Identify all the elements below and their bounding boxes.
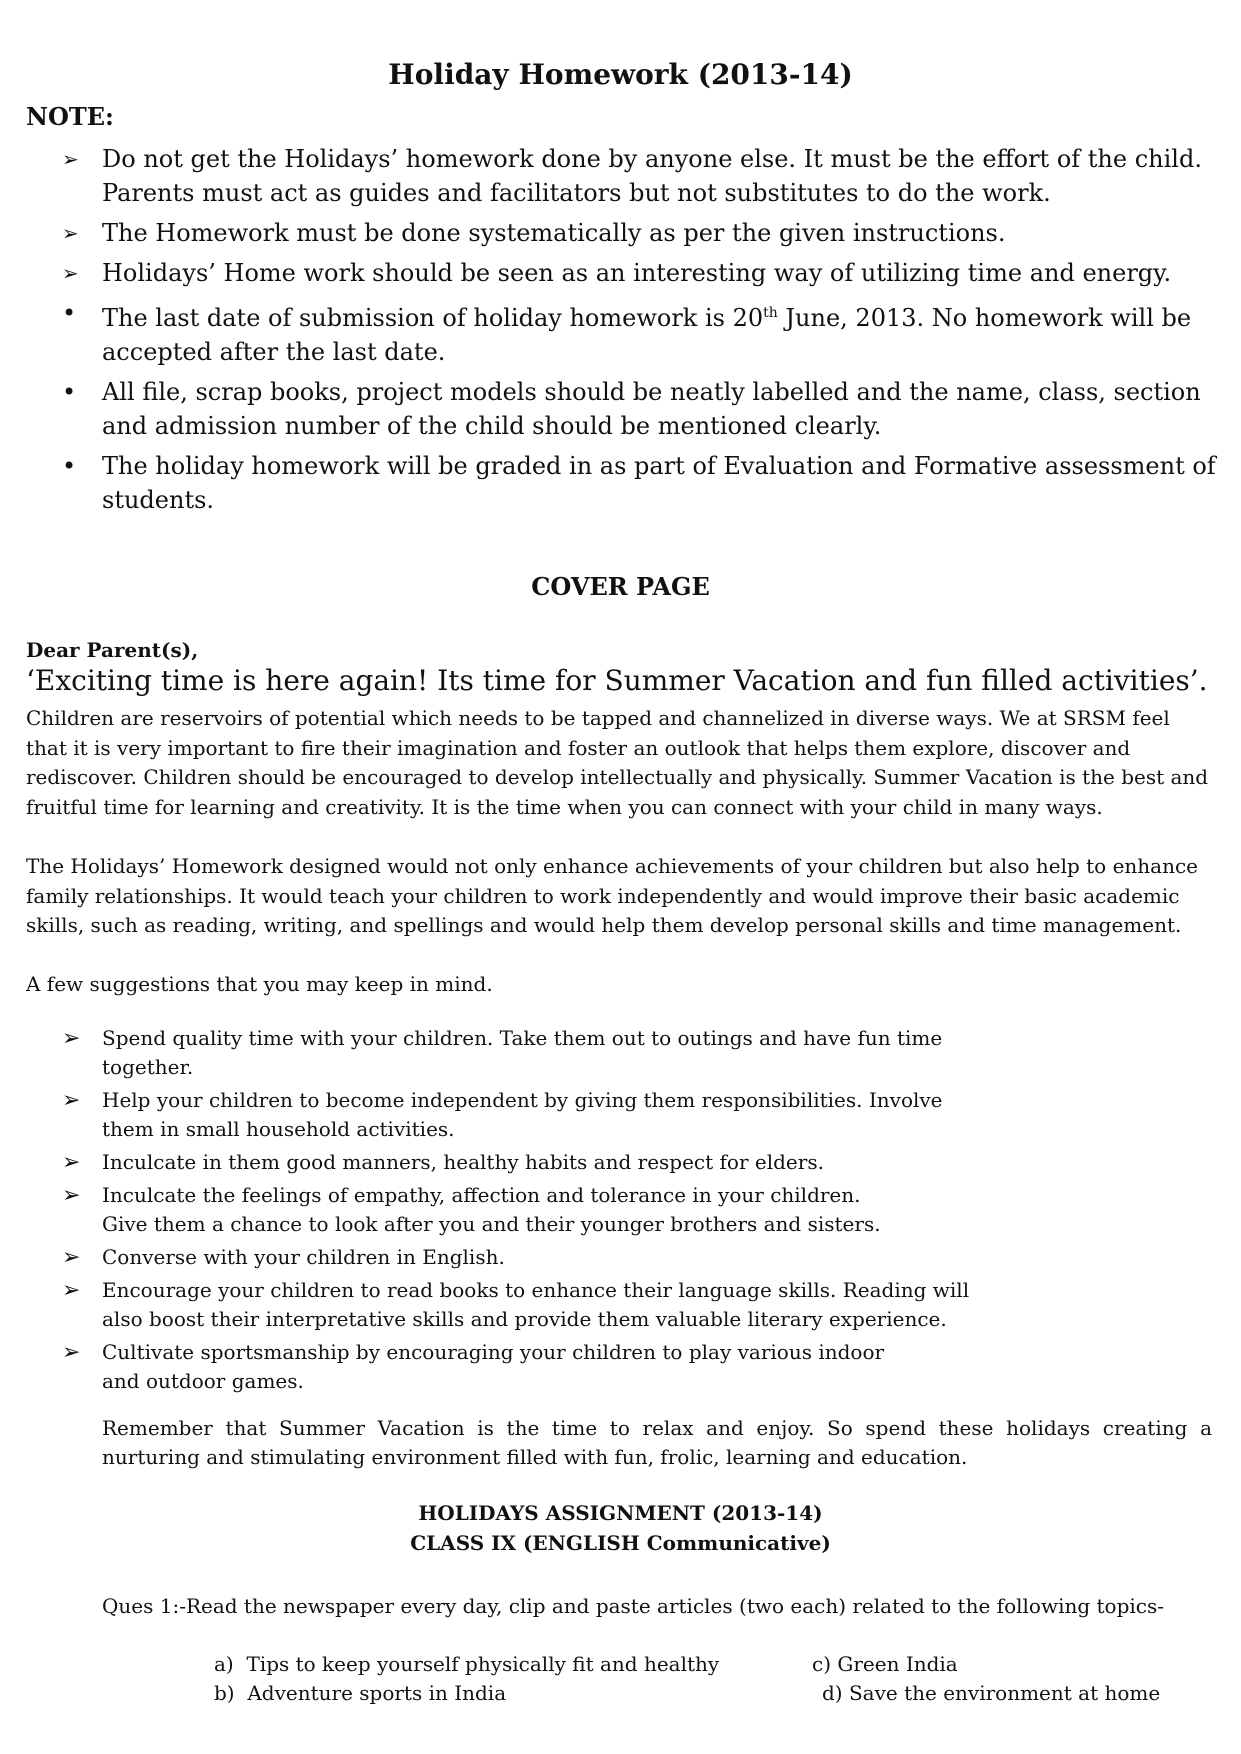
question: Ques 1:-Read the newspaper every day, clip and paste articles (two each) related to the following topics- <box>102 1594 1165 1618</box>
list-item: ➢ Encourage your children to read books to enhance their language skills. Reading will also boost their interpretative skills and provide them valuable literary experience. <box>62 1278 970 1331</box>
list-item: ➢ Inculcate in them good manners, healthy habits and respect for elders. <box>62 1150 824 1175</box>
arrow-bullet-icon: ➢ <box>62 221 79 245</box>
topic-item: b) Adventure sports in India <box>214 1681 507 1705</box>
paragraph: Children are reservoirs of potential which needs to be tapped and channelized in diverse ways. We at SRSM feel that it is very important to fire their imagination and foster an outlook that helps them explore, discover and rediscover. Children should be encouraged to develop intellectually and physically. Summer Vacation is the best and fruitful time for learning and creativity. It is the time when you can connect with your child in many ways. <box>26 706 1209 819</box>
list-item <box>62 216 1222 250</box>
salutation: Dear Parent(s), <box>26 638 199 662</box>
topic-item: c) Green India <box>812 1652 958 1676</box>
cover-page-heading: COVER PAGE <box>531 572 710 601</box>
note-list <box>62 142 1222 523</box>
suggestion-list <box>62 1024 1222 1400</box>
list-item <box>62 296 1222 369</box>
list-item: ➢ Inculcate the feelings of empathy, affection and tolerance in your children. Give them a chance to look after you and their younger brothers and sisters. <box>62 1183 881 1236</box>
list-item: ➢ Spend quality time with your children. Take them out to outings and have fun time together. <box>62 1026 943 1079</box>
quote: ‘Exciting time is here again! Its time for Summer Vacation and fun filled activities’. <box>26 664 1208 697</box>
note-text: Do not get the Holidays’ homework done by anyone else. It must be the effort of the child. Parents must act as guides and facilitators but not substitutes to do the work. <box>102 145 1202 207</box>
note-text: All file, scrap books, project models should be neatly labelled and the name, class, section and admission number of the child should be mentioned clearly. <box>102 378 1201 440</box>
note-text: The Homework must be done systematically as per the given instructions. <box>102 219 1006 247</box>
arrow-bullet-icon: ➢ <box>62 1245 81 1270</box>
list-item: ➢ Cultivate sportsmanship by encouraging your children to play various indoor and outdoor games. <box>62 1340 885 1393</box>
arrow-bullet-icon: ➢ <box>62 1278 81 1303</box>
arrow-bullet-icon: ➢ <box>62 1183 81 1208</box>
page-title: Holiday Homework (2013-14) <box>388 58 853 91</box>
paragraph: The Holidays’ Homework designed would not only enhance achievements of your children but also help to enhance family relationships. It would teach your children to work independently and would improve their basic academic skills, such as reading, writing, and spellings and would help them develop personal skills and time management. <box>26 854 1199 937</box>
list-item <box>62 449 1222 517</box>
arrow-bullet-icon: ➢ <box>62 1026 81 1051</box>
dot-bullet-icon: • <box>62 378 77 406</box>
note-text: Holidays’ Home work should be seen as an interesting way of utilizing time and energy. <box>102 259 1172 287</box>
arrow-bullet-icon: ➢ <box>62 261 79 285</box>
assignment-heading: HOLIDAYS ASSIGNMENT (2013-14) <box>418 1501 823 1525</box>
topic-item: a) Tips to keep yourself physically fit and healthy <box>214 1652 720 1676</box>
arrow-bullet-icon: ➢ <box>62 147 79 171</box>
list-item <box>62 256 1222 290</box>
list-item: ➢ Converse with your children in English. <box>62 1245 505 1270</box>
dot-bullet-icon: • <box>62 299 77 327</box>
list-item: ➢ Help your children to become independent by giving them responsibilities. Involve them in small household activities. <box>62 1088 943 1141</box>
list-item <box>62 142 1222 210</box>
dot-bullet-icon: • <box>62 452 77 480</box>
paragraph: A few suggestions that you may keep in mind. <box>26 972 493 996</box>
arrow-bullet-icon: ➢ <box>62 1340 81 1365</box>
list-item <box>62 375 1222 443</box>
arrow-bullet-icon: ➢ <box>62 1150 81 1175</box>
arrow-bullet-icon: ➢ <box>62 1088 81 1113</box>
topic-item: d) Save the environment at home <box>822 1681 1161 1705</box>
closing-paragraph: Remember that Summer Vacation is the time to relax and enjoy. So spend these holidays creating a nurturing and stimulating environment filled with fun, frolic, learning and education. <box>102 1416 1212 1469</box>
class-heading: CLASS IX (ENGLISH Communicative) <box>410 1531 831 1555</box>
note-text: The last date of submission of holiday homework is 20th June, 2013. No homework will be accepted after the last date. <box>102 304 1192 366</box>
note-label: NOTE: <box>26 102 114 131</box>
note-text: The holiday homework will be graded in as part of Evaluation and Formative assessment of students. <box>102 452 1216 514</box>
